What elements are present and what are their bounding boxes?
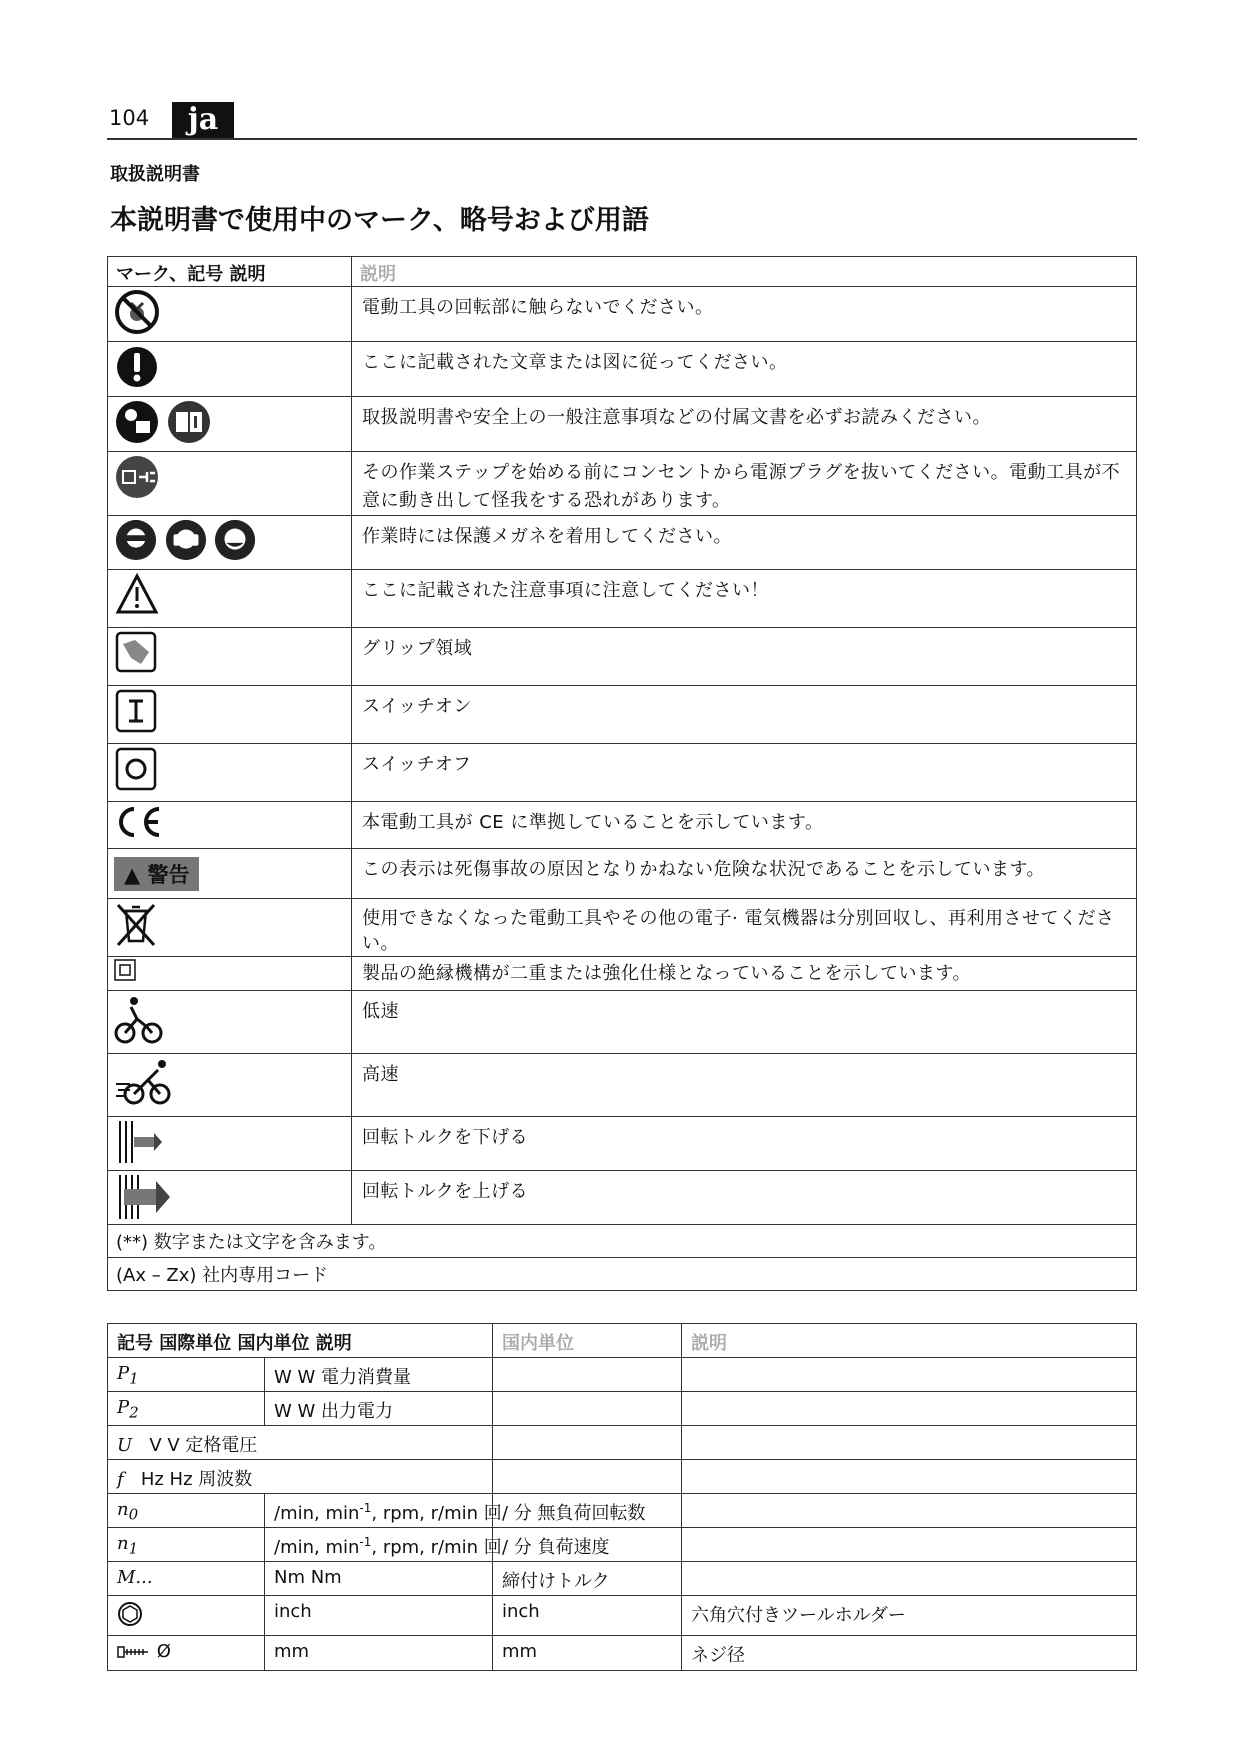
symbol-cell <box>108 287 352 342</box>
weee-bin-icon <box>114 901 158 949</box>
symbol-cell <box>108 516 352 570</box>
unit-cell <box>493 1392 682 1426</box>
description-cell: グリップ領域 <box>352 628 1137 686</box>
unit-cell: W W 出力電力 <box>265 1392 493 1426</box>
units-header-cell: 記号 国際単位 国内単位 説明 <box>108 1324 493 1358</box>
ear-protection-icon <box>164 518 208 562</box>
unit-cell: 締付けトルク <box>493 1562 682 1596</box>
symbol-cell: $P_1$ <box>108 1358 265 1392</box>
table-row <box>108 1636 1137 1671</box>
table-row <box>108 802 1137 849</box>
unit-cell <box>493 1426 682 1460</box>
symbol-cell <box>108 628 352 686</box>
screw-diameter-icon <box>117 1645 151 1659</box>
switch-on-icon <box>114 688 158 734</box>
double-insulation-icon <box>114 959 136 981</box>
description-cell: 電動工具の回転部に触らないでください。 <box>352 287 1137 342</box>
description-cell <box>682 1460 1137 1494</box>
table-header-row <box>108 257 1137 287</box>
mask-protection-icon <box>213 518 257 562</box>
info-manual-icon <box>166 399 212 445</box>
unit-cell: W W 電力消費量 <box>265 1358 493 1392</box>
description-cell <box>682 1562 1137 1596</box>
note-row <box>108 1258 1137 1291</box>
read-manual-icon <box>114 399 160 445</box>
table-row <box>108 1358 1137 1392</box>
symbol-cell <box>108 957 352 991</box>
diameter-symbol: Ø <box>156 1641 171 1662</box>
symbol-cell <box>108 849 352 899</box>
symbol-cell: M... <box>108 1562 265 1596</box>
table-row <box>108 1596 1137 1636</box>
table-row <box>108 991 1137 1054</box>
symbol-cell <box>108 686 352 744</box>
units-header-cell: 説明 <box>682 1324 1137 1358</box>
description-cell: 回転トルクを上げる <box>352 1171 1137 1225</box>
symbol-cell <box>108 899 352 957</box>
description-cell <box>682 1528 1137 1562</box>
description-cell: スイッチオフ <box>352 744 1137 802</box>
slow-speed-icon <box>114 993 164 1047</box>
description-cell <box>682 1392 1137 1426</box>
table-row <box>108 570 1137 628</box>
description-cell <box>682 1426 1137 1460</box>
warning-label-icon: ▲ 警告 <box>114 857 199 891</box>
symbol-cell <box>108 991 352 1054</box>
unit-cell: /min, $\min^{-1}$, rpm, r/min 回 <box>265 1494 493 1528</box>
grip-area-icon <box>114 630 158 674</box>
switch-off-icon <box>114 746 158 792</box>
high-speed-icon <box>114 1056 172 1106</box>
page-title: 本説明書で使用中のマーク、略号および用語 <box>110 205 649 236</box>
language-tab: ja <box>172 102 234 140</box>
marks-table <box>107 256 1137 1291</box>
table-header-row <box>108 1324 1137 1358</box>
do-not-touch-rotating-icon <box>114 289 160 335</box>
symbol-cell <box>108 1054 352 1117</box>
symbol-cell: $n_0$ <box>108 1494 265 1528</box>
table-row <box>108 1426 1137 1460</box>
note-cell: (**) 数字または文字を含みます。 <box>108 1225 1137 1258</box>
unplug-icon <box>114 454 160 500</box>
description-cell: 低速 <box>352 991 1137 1054</box>
torque-up-icon <box>114 1173 174 1221</box>
description-cell: ネジ径 <box>682 1636 1137 1671</box>
description-cell: スイッチオン <box>352 686 1137 744</box>
table-row <box>108 957 1137 991</box>
table-row <box>108 1528 1137 1562</box>
units-header-cell: 国内単位 <box>493 1324 682 1358</box>
section-label: 取扱説明書 <box>110 164 200 185</box>
table-row <box>108 744 1137 802</box>
note-row <box>108 1225 1137 1258</box>
unit-cell: inch <box>265 1596 493 1636</box>
description-cell <box>682 1358 1137 1392</box>
symbol-cell <box>108 1596 265 1636</box>
symbol-cell: U V V 定格電圧 <box>108 1426 493 1460</box>
ce-mark-icon <box>114 804 164 840</box>
warning-label-text: 警告 <box>147 863 190 887</box>
unit-cell <box>493 1358 682 1392</box>
table-row <box>108 1460 1137 1494</box>
description-cell: 本電動工具が CE に準拠していることを示しています。 <box>352 802 1137 849</box>
unit-cell: / 分 負荷速度 <box>493 1528 682 1562</box>
mandatory-action-icon <box>114 344 160 390</box>
symbol-cell <box>108 570 352 628</box>
table-row <box>108 287 1137 342</box>
description-cell: ここに記載された文章または図に従ってください。 <box>352 342 1137 397</box>
marks-header-symbol: マーク、記号 説明 <box>108 257 352 287</box>
table-row <box>108 342 1137 397</box>
marks-header-description: 説明 <box>352 257 1137 287</box>
symbol-cell: $P_2$ <box>108 1392 265 1426</box>
description-cell: この表示は死傷事故の原因となりかねない危険な状況であることを示しています。 <box>352 849 1137 899</box>
table-row <box>108 397 1137 452</box>
note-cell: (Ax – Zx) 社内専用コード <box>108 1258 1137 1291</box>
unit-cell: mm <box>493 1636 682 1671</box>
unit-cell <box>493 1460 682 1494</box>
description-cell: 高速 <box>352 1054 1137 1117</box>
units-table <box>107 1323 1137 1671</box>
table-row <box>108 899 1137 957</box>
unit-cell: inch <box>493 1596 682 1636</box>
description-cell: その作業ステップを始める前にコンセントから電源プラグを抜いてください。電動工具が不意に動き出して怪我をする恐れがあります。 <box>352 452 1137 516</box>
torque-down-icon <box>114 1119 164 1165</box>
table-row <box>108 1117 1137 1171</box>
page-number: 104 <box>109 106 150 130</box>
table-row <box>108 516 1137 570</box>
symbol-cell <box>108 342 352 397</box>
symbol-cell: $n_1$ <box>108 1528 265 1562</box>
table-row <box>108 1494 1137 1528</box>
symbol-cell <box>108 744 352 802</box>
table-row <box>108 1054 1137 1117</box>
header-rule <box>107 138 1137 140</box>
description-cell: 六角穴付きツールホルダー <box>682 1596 1137 1636</box>
table-row <box>108 849 1137 899</box>
description-cell: 使用できなくなった電動工具やその他の電子· 電気機器は分別回収し、再利用させてください。 <box>352 899 1137 957</box>
description-cell: 回転トルクを下げる <box>352 1117 1137 1171</box>
description-cell: 取扱説明書や安全上の一般注意事項などの付属文書を必ずお読みください。 <box>352 397 1137 452</box>
unit-cell: / 分 無負荷回転数 <box>493 1494 682 1528</box>
description-cell: 製品の絶縁機構が二重または強化仕様となっていることを示しています。 <box>352 957 1137 991</box>
unit-cell: mm <box>265 1636 493 1671</box>
hex-socket-icon <box>117 1601 143 1627</box>
unit-cell: Nm Nm <box>265 1562 493 1596</box>
symbol-cell <box>108 1636 265 1671</box>
table-row <box>108 628 1137 686</box>
unit-cell: /min, $\min^{-1}$, rpm, r/min 回 <box>265 1528 493 1562</box>
symbol-cell <box>108 802 352 849</box>
symbol-cell <box>108 1171 352 1225</box>
description-cell: ここに記載された注意事項に注意してください！ <box>352 570 1137 628</box>
eye-protection-icon <box>114 518 158 562</box>
description-cell <box>682 1494 1137 1528</box>
table-row <box>108 1562 1137 1596</box>
symbol-cell: f Hz Hz 周波数 <box>108 1460 493 1494</box>
table-row <box>108 686 1137 744</box>
warning-triangle-icon <box>114 572 160 616</box>
table-row <box>108 1392 1137 1426</box>
table-row <box>108 1171 1137 1225</box>
table-row <box>108 452 1137 516</box>
description-cell: 作業時には保護メガネを着用してください。 <box>352 516 1137 570</box>
symbol-cell <box>108 397 352 452</box>
symbol-cell <box>108 1117 352 1171</box>
symbol-cell <box>108 452 352 516</box>
